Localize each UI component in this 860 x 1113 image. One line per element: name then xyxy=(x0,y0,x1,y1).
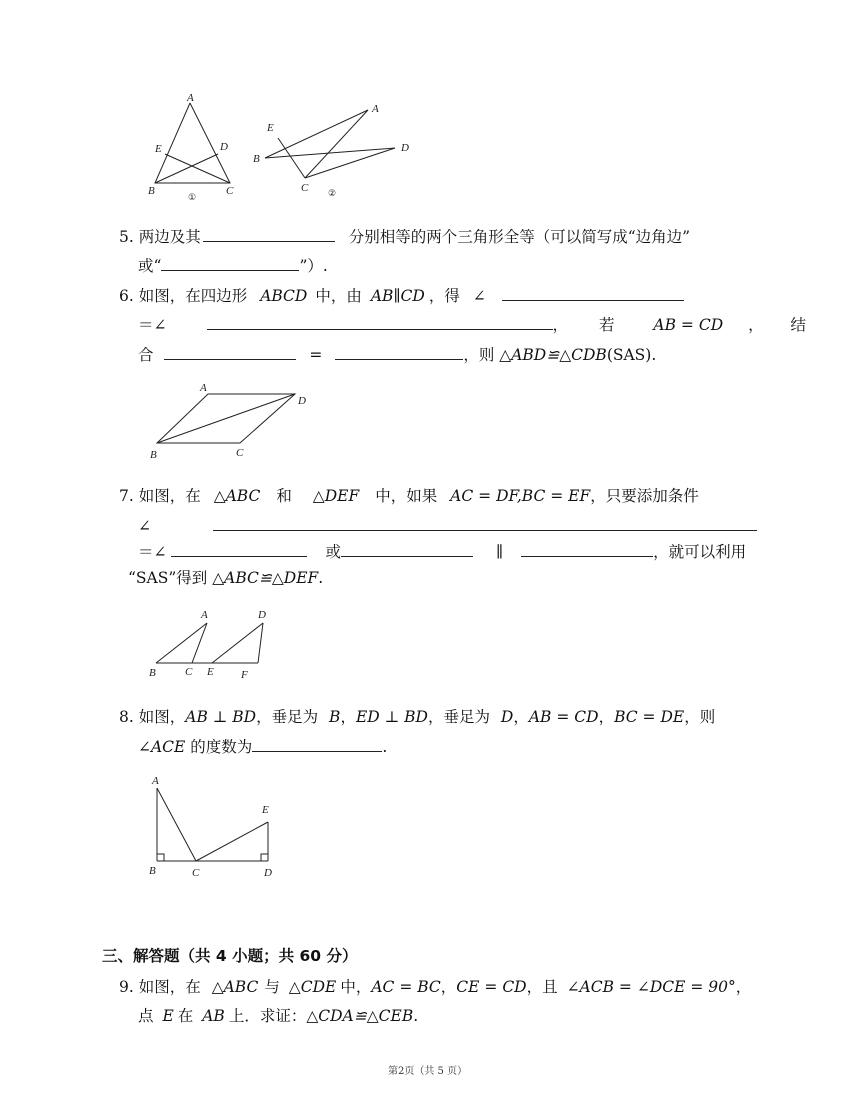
fig6-label-d: D xyxy=(298,395,306,407)
fig2-marker: ② xyxy=(328,188,337,198)
figure-1 xyxy=(140,88,250,203)
fig7-label-e: E xyxy=(207,666,214,678)
fig8-label-a: A xyxy=(152,775,159,787)
fig2-label-b: B xyxy=(253,153,260,165)
fig2-label-a: A xyxy=(372,103,379,115)
fig2-label-e: E xyxy=(267,122,274,134)
fig7-label-a: A xyxy=(201,609,208,621)
q7-blank-3[interactable] xyxy=(341,541,473,557)
q7-line3: ＝∠ 或 ∥ ，就可以利用 xyxy=(138,543,747,561)
page-footer: 第2页（共 5 页） xyxy=(388,1066,468,1077)
fig1-label-b: B xyxy=(148,185,155,197)
q6-line2: ＝∠ ， 若 AB = CD ， 结 xyxy=(138,316,807,334)
fig1-label-d: D xyxy=(220,141,228,153)
fig8-label-c: C xyxy=(192,867,200,879)
fig7-label-b: B xyxy=(149,667,156,679)
q7-blank-1[interactable] xyxy=(213,515,757,531)
q7-line4: “SAS”得到 △ABC≌△DEF. xyxy=(128,569,324,587)
q8-line2: ∠ACE 的度数为 . xyxy=(138,738,388,756)
fig6-label-a: A xyxy=(200,382,207,394)
q9-line1: 9. 如图，在 △ABC 与 △CDE 中，AC = BC，CE = CD，且 ∠ACB = ∠DCE = 90°， xyxy=(119,978,752,996)
q5-blank-2[interactable] xyxy=(161,255,299,271)
q6-blank-3[interactable] xyxy=(164,344,296,360)
fig2-label-c: C xyxy=(301,182,309,194)
q5-blank-1[interactable] xyxy=(203,226,335,242)
fig1-marker: ① xyxy=(188,192,197,202)
fig1-label-c: C xyxy=(226,185,234,197)
fig6-label-b: B xyxy=(150,449,157,461)
fig6-label-c: C xyxy=(236,447,244,459)
q7-line2: ∠ xyxy=(138,515,757,536)
q8-blank-1[interactable] xyxy=(252,736,382,752)
fig1-label-e: E xyxy=(155,143,162,155)
q7-line1: 7. 如图，在 △ABC 和 △DEF 中，如果 AC = DF,BC = EF，只要添加条件 xyxy=(119,487,699,505)
q6-blank-1[interactable] xyxy=(502,285,684,301)
fig7-label-d: D xyxy=(258,609,266,621)
q5-line2: 或“ ”）. xyxy=(138,257,328,275)
fig2-label-d: D xyxy=(401,142,409,154)
q5-line1: 5. 两边及其 分别相等的两个三角形全等（可以简写成“边角边” xyxy=(119,228,691,246)
figure-6 xyxy=(140,380,320,465)
fig8-label-b: B xyxy=(149,865,156,877)
figure-7 xyxy=(140,605,290,685)
q6-blank-4[interactable] xyxy=(335,344,463,360)
q8-line1: 8. 如图，AB ⊥ BD，垂足为 B，ED ⊥ BD，垂足为 D，AB = CD，BC = DE，则 xyxy=(119,708,716,726)
fig8-label-d: D xyxy=(264,867,272,879)
q5-number: 5. xyxy=(119,228,134,246)
q7-blank-2[interactable] xyxy=(171,541,307,557)
q6-line1: 6. 如图，在四边形 ABCD 中，由 AB∥CD ，得 ∠ xyxy=(119,285,684,306)
section-title: 三、解答题（共 4 小题；共 60 分） xyxy=(102,947,358,965)
fig8-label-e: E xyxy=(262,804,269,816)
q6-blank-2[interactable] xyxy=(207,314,553,330)
q9-line2: 点 E 在 AB 上．求证：△CDA≌△CEB. xyxy=(138,1007,419,1025)
q6-line3: 合 = ，则 △ABD≌△CDB(SAS). xyxy=(138,346,657,364)
q7-blank-4[interactable] xyxy=(521,541,653,557)
figure-2 xyxy=(250,98,420,203)
fig1-label-a: A xyxy=(187,92,194,104)
fig7-label-f: F xyxy=(241,669,248,681)
figure-8 xyxy=(140,772,290,882)
fig7-label-c: C xyxy=(185,666,193,678)
